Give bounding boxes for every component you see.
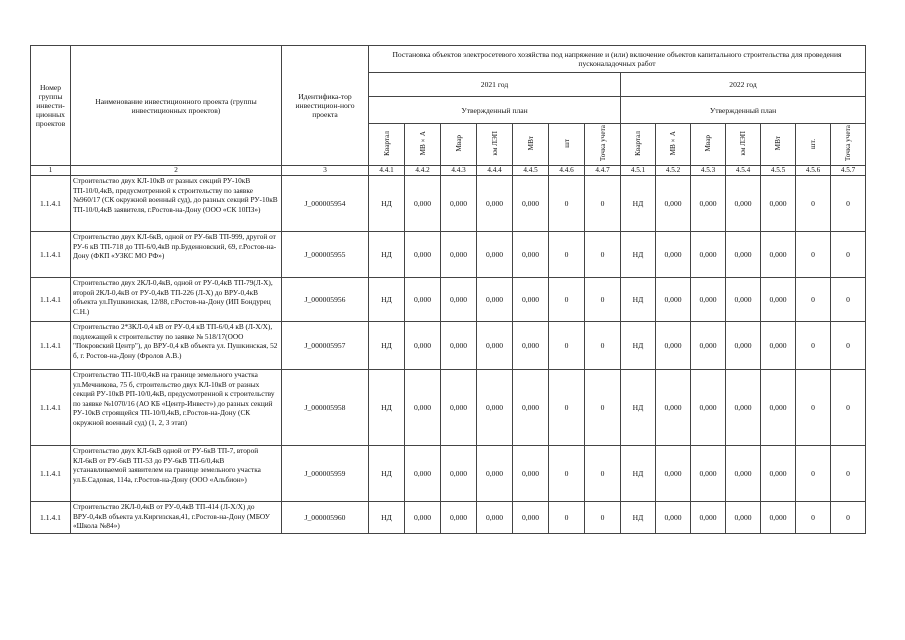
value-cell: 0,000 (477, 176, 513, 232)
value-cell: 0,000 (441, 446, 477, 502)
value-cell: 0 (831, 278, 866, 322)
value-cell: НД (369, 176, 405, 232)
header-commissioning: Постановка объектов электросетевого хозяйства под напряжение и (или) включение объектов капитального строительства для проведения пусконаладочных работ (369, 46, 866, 73)
value-cell: НД (369, 232, 405, 278)
value-cell: 0 (796, 446, 831, 502)
value-cell: 0,000 (441, 278, 477, 322)
header-unit-cell (621, 124, 656, 166)
value-cell: НД (369, 446, 405, 502)
value-cell: 0,000 (691, 232, 726, 278)
value-cell: 0 (549, 278, 585, 322)
header-unit-cell (585, 124, 621, 166)
table-row (31, 322, 866, 370)
group-number-cell: 1.1.4.1 (31, 278, 71, 322)
header-unit-cell (691, 124, 726, 166)
value-cell: 0,000 (656, 502, 691, 534)
header-approved-plan-2022: Утвержденный план (621, 97, 866, 124)
column-number: 4.4.2 (405, 166, 441, 176)
value-cell: НД (621, 502, 656, 534)
project-name-cell: Строительство двух КЛ-6кВ одной от РУ-6кВ ТП-7, второй КЛ-6кВ от РУ-6кВ ТП-53 до РУ-6кВ ТП-6/0,4кВ устанавливаемой заявителем на границе земельного участка ул.Б.Садовая, 114а, г.Ростов-на-Дону (ООО «Альбион») (71, 446, 282, 502)
value-cell: 0,000 (513, 322, 549, 370)
header-unit-label: шт (562, 139, 571, 148)
value-cell: НД (621, 176, 656, 232)
value-cell: 0 (549, 370, 585, 446)
header-unit-cell (726, 124, 761, 166)
value-cell: 0 (585, 446, 621, 502)
value-cell: 0,000 (513, 446, 549, 502)
value-cell: 0 (831, 502, 866, 534)
value-cell: 0 (796, 370, 831, 446)
value-cell: 0,000 (761, 278, 796, 322)
project-name-cell: Строительство двух КЛ-6кВ, одной от РУ-6кВ ТП-999, другой от РУ-6 кВ ТП-718 до ТП-6/0,4кВ пр.Буденновский, 69, г.Ростов-на-Дону (ФКП «УЗКС МО РФ») (71, 232, 282, 278)
header-unit-label: Квартал (634, 131, 642, 156)
column-number: 1 (31, 166, 71, 176)
project-id-cell: J_000005955 (282, 232, 369, 278)
value-cell: 0,000 (656, 370, 691, 446)
value-cell: 0,000 (513, 502, 549, 534)
header-year-2022: 2022 год (621, 73, 866, 97)
header-unit-label: Квартал (382, 131, 391, 156)
value-cell: 0 (585, 176, 621, 232)
group-number-cell: 1.1.4.1 (31, 322, 71, 370)
project-name-cell: Строительство двух 2КЛ-0,4кВ, одной от РУ-0,4кВ ТП-79(Л-X), второй 2КЛ-0,4кВ от РУ-0,4кВ ТП-226 (Л-X) до ВРУ-0,4кВ объекта ул.Пушкинская, 12/88, г.Ростов-на-Дону (ИП Бондурец С.Н.) (71, 278, 282, 322)
header-unit-cell (369, 124, 405, 166)
value-cell: 0,000 (477, 502, 513, 534)
header-unit-label: Мвар (454, 135, 463, 152)
value-cell: 0,000 (513, 176, 549, 232)
project-id-cell: J_000005958 (282, 370, 369, 446)
value-cell: 0,000 (656, 176, 691, 232)
group-number-cell: 1.1.4.1 (31, 370, 71, 446)
table-row (31, 446, 866, 502)
project-id-cell: J_000005957 (282, 322, 369, 370)
header-unit-cell (513, 124, 549, 166)
value-cell: 0,000 (761, 502, 796, 534)
value-cell: 0 (796, 502, 831, 534)
value-cell: НД (621, 370, 656, 446)
group-number-cell: 1.1.4.1 (31, 446, 71, 502)
value-cell: 0 (585, 278, 621, 322)
header-unit-cell (405, 124, 441, 166)
header-identifier: Идентифика-тор инвестицион-ного проекта (282, 46, 369, 166)
header-unit-cell (761, 124, 796, 166)
project-id-cell: J_000005960 (282, 502, 369, 534)
value-cell: 0 (796, 176, 831, 232)
document-sheet (30, 45, 866, 534)
project-name-cell: Строительство 2КЛ-0,4кВ от РУ-0,4кВ ТП-414 (Л-X/X) до ВРУ-0,4кВ объекта ул.Киргизская,41, г.Ростов-на-Дону (МБОУ «Школа №84») (71, 502, 282, 534)
value-cell: 0,000 (441, 322, 477, 370)
value-cell: 0,000 (726, 176, 761, 232)
value-cell: 0 (585, 370, 621, 446)
header-unit-cell (796, 124, 831, 166)
value-cell: 0 (549, 322, 585, 370)
value-cell: 0,000 (441, 370, 477, 446)
header-year-2021: 2021 год (369, 73, 621, 97)
column-number: 2 (71, 166, 282, 176)
group-number-cell: 1.1.4.1 (31, 176, 71, 232)
value-cell: 0 (585, 232, 621, 278)
value-cell: 0,000 (691, 370, 726, 446)
header-unit-cell (477, 124, 513, 166)
value-cell: 0 (831, 446, 866, 502)
header-unit-cell (549, 124, 585, 166)
table-row (31, 370, 866, 446)
header-unit-cell (656, 124, 691, 166)
value-cell: 0 (796, 232, 831, 278)
value-cell: 0,000 (726, 370, 761, 446)
value-cell: 0 (831, 370, 866, 446)
header-unit-label: км ЛЭП (739, 131, 747, 156)
value-cell: 0,000 (761, 446, 796, 502)
value-cell: 0,000 (726, 502, 761, 534)
value-cell: 0,000 (691, 322, 726, 370)
value-cell: 0 (549, 232, 585, 278)
project-id-cell: J_000005956 (282, 278, 369, 322)
value-cell: 0,000 (405, 278, 441, 322)
value-cell: НД (369, 278, 405, 322)
value-cell: 0,000 (691, 176, 726, 232)
column-number: 4.5.6 (796, 166, 831, 176)
header-project-name: Наименование инвестиционного проекта (группы инвестиционных проектов) (71, 46, 282, 166)
value-cell: 0,000 (477, 370, 513, 446)
header-unit-label: км ЛЭП (490, 131, 499, 156)
value-cell: НД (621, 322, 656, 370)
value-cell: 0,000 (441, 502, 477, 534)
value-cell: 0,000 (761, 370, 796, 446)
project-id-cell: J_000005959 (282, 446, 369, 502)
header-unit-label: МВ×А (669, 131, 677, 156)
value-cell: 0,000 (656, 232, 691, 278)
column-number: 4.5.3 (691, 166, 726, 176)
value-cell: 0,000 (656, 278, 691, 322)
value-cell: 0,000 (761, 176, 796, 232)
value-cell: НД (369, 502, 405, 534)
value-cell: 0,000 (405, 232, 441, 278)
column-number: 4.4.3 (441, 166, 477, 176)
value-cell: 0,000 (477, 322, 513, 370)
column-number: 4.5.7 (831, 166, 866, 176)
value-cell: 0 (549, 502, 585, 534)
table-row (31, 176, 866, 232)
value-cell: 0,000 (761, 232, 796, 278)
value-cell: НД (369, 370, 405, 446)
header-unit-label: шт. (809, 138, 817, 149)
value-cell: 0,000 (691, 502, 726, 534)
value-cell: 0,000 (477, 446, 513, 502)
value-cell: 0 (831, 232, 866, 278)
value-cell: 0 (549, 446, 585, 502)
header-unit-cell (831, 124, 866, 166)
column-number: 4.4.1 (369, 166, 405, 176)
value-cell: НД (621, 446, 656, 502)
header-unit-label: МВт (774, 136, 782, 151)
group-number-cell: 1.1.4.1 (31, 502, 71, 534)
value-cell: 0,000 (405, 446, 441, 502)
value-cell: 0,000 (726, 232, 761, 278)
column-number: 4.5.4 (726, 166, 761, 176)
value-cell: 0,000 (726, 278, 761, 322)
value-cell: 0,000 (441, 176, 477, 232)
header-group-number: Номер группы инвести-ционных проектов (31, 46, 71, 166)
value-cell: 0 (796, 322, 831, 370)
value-cell: 0,000 (513, 278, 549, 322)
group-number-cell: 1.1.4.1 (31, 232, 71, 278)
value-cell: 0,000 (726, 446, 761, 502)
header-unit-label: МВ×А (418, 131, 427, 156)
value-cell: 0,000 (513, 232, 549, 278)
project-name-cell: Строительство 2*ЗКЛ-0,4 кВ от РУ-0,4 кВ ТП-6/0,4 кВ (Л-X/X), подлежащей к строительству по заявке № 518/17(ООО "Покровский Центр"), до ВРУ-0,4 кВ объекта ул. Пушкинская, 52 б, г. Ростов-на-Дону (Фролов А.В.) (71, 322, 282, 370)
header-unit-label: Мвар (704, 135, 712, 152)
value-cell: НД (621, 278, 656, 322)
header-unit-label: Точка учета (598, 125, 607, 162)
value-cell: 0,000 (656, 446, 691, 502)
value-cell: 0 (585, 322, 621, 370)
column-number: 4.5.2 (656, 166, 691, 176)
header-approved-plan-2021: Утвержденный план (369, 97, 621, 124)
value-cell: 0,000 (726, 322, 761, 370)
project-name-cell: Строительство двух КЛ-10кВ от разных секций РУ-10кВ ТП-10/0,4кВ, предусмотренной к строительству по заявке №960/17 (СК окружной военный суд), до разных секций РУ-10кВ ТП-10/0,4кВ заявителя, г.Ростов-на-Дону (ООО «СК 10ПЗ») (71, 176, 282, 232)
column-number: 4.4.4 (477, 166, 513, 176)
value-cell: 0,000 (405, 502, 441, 534)
table-row (31, 232, 866, 278)
value-cell: НД (369, 322, 405, 370)
column-number: 4.5.1 (621, 166, 656, 176)
header-unit-cell (441, 124, 477, 166)
value-cell: 0 (585, 502, 621, 534)
value-cell: НД (621, 232, 656, 278)
value-cell: 0,000 (477, 232, 513, 278)
value-cell: 0,000 (405, 322, 441, 370)
value-cell: 0,000 (513, 370, 549, 446)
column-number: 3 (282, 166, 369, 176)
column-number: 4.4.5 (513, 166, 549, 176)
value-cell: 0 (796, 278, 831, 322)
value-cell: 0,000 (656, 322, 691, 370)
column-number: 4.4.7 (585, 166, 621, 176)
value-cell: 0,000 (405, 370, 441, 446)
value-cell: 0,000 (405, 176, 441, 232)
value-cell: 0 (831, 322, 866, 370)
value-cell: 0,000 (691, 278, 726, 322)
column-number: 4.4.6 (549, 166, 585, 176)
project-id-cell: J_000005954 (282, 176, 369, 232)
value-cell: 0,000 (761, 322, 796, 370)
header-unit-label: Точка учета (844, 125, 852, 162)
value-cell: 0,000 (691, 446, 726, 502)
value-cell: 0,000 (477, 278, 513, 322)
column-number: 4.5.5 (761, 166, 796, 176)
table-row (31, 502, 866, 534)
header-unit-label: МВт (526, 136, 535, 151)
value-cell: 0 (549, 176, 585, 232)
table-row (31, 278, 866, 322)
project-name-cell: Строительство ТП-10/0,4кВ на границе земельного участка ул.Мечникова, 75 б, строительство двух КЛ-10кВ от разных секций РУ-10кВ РП-10/0,4кВ, предусмотренной к строительству по заявке №1070/16 (АО КБ «Центр-Инвест») до разных секций РУ-10кВ строящейся ТП-10/0,4кВ, г.Ростов-на-Дону (СК окружной военный суд) (1, 2, 3 этап) (71, 370, 282, 446)
value-cell: 0 (831, 176, 866, 232)
investment-table (30, 45, 866, 534)
value-cell: 0,000 (441, 232, 477, 278)
